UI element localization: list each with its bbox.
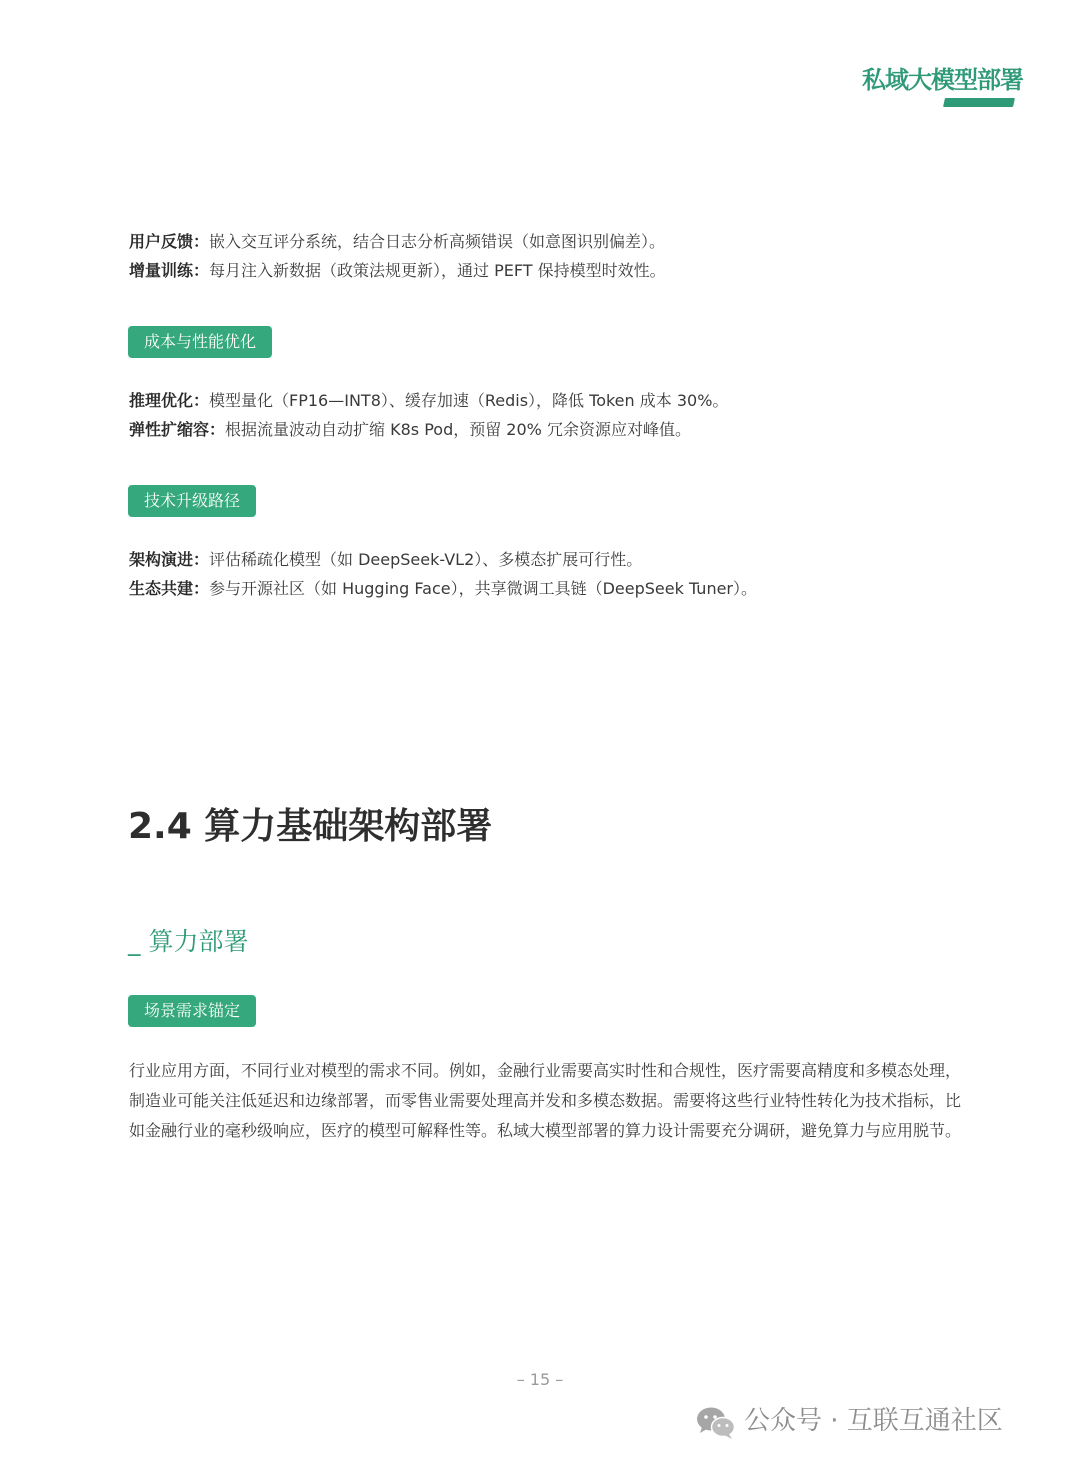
ecosystem-line bbox=[129, 578, 757, 600]
elastic-scaling-label: 弹性扩缩容： bbox=[129, 420, 226, 439]
page-number: – 15 – bbox=[516, 1370, 564, 1389]
elastic-scaling-line bbox=[129, 419, 691, 441]
section-title: 2.4 算力基础架构部署 bbox=[128, 806, 493, 847]
paragraph-line: 行业应用方面，不同行业对模型的需求不同。例如，金融行业需要高实时性和合规性，医疗需要高精度和多模态处理， bbox=[129, 1061, 962, 1080]
ecosystem-text: 参与开源社区（如 Hugging Face），共享微调工具链（DeepSeek Tuner）。 bbox=[209, 579, 758, 598]
paragraph-line: 如金融行业的毫秒级响应，医疗的模型可解释性等。私域大模型部署的算力设计需要充分调研，避免算力与应用脱节。 bbox=[129, 1121, 962, 1140]
inference-optimization-label: 推理优化： bbox=[129, 391, 210, 410]
feedback-text: 嵌入交互评分系统，结合日志分析高频错误（如意图识别偏差）。 bbox=[209, 232, 666, 251]
architecture-evolution-text: 评估稀疏化模型（如 DeepSeek-VL2）、多模态扩展可行性。 bbox=[209, 550, 643, 569]
sub-title: _ 算力部署 bbox=[128, 927, 249, 956]
tag-tech-upgrade-path: 技术升级路径 bbox=[128, 485, 256, 517]
feedback-label: 用户反馈： bbox=[129, 232, 210, 251]
inference-optimization-text: 模型量化（FP16—INT8）、缓存加速（Redis），降低 Token 成本 30%。 bbox=[209, 391, 729, 410]
incremental-training-text: 每月注入新数据（政策法规更新），通过 PEFT 保持模型时效性。 bbox=[209, 261, 666, 280]
tag-scene-demand-anchor: 场景需求锚定 bbox=[128, 995, 256, 1027]
incremental-training-label: 增量训练： bbox=[129, 261, 210, 280]
logo-title: 私域大模型部署 bbox=[862, 66, 1023, 94]
architecture-evolution-line bbox=[129, 549, 642, 571]
logo-underline-bar bbox=[943, 98, 1015, 107]
inference-optimization-line bbox=[129, 390, 728, 412]
architecture-evolution-label: 架构演进： bbox=[129, 550, 210, 569]
feedback-line bbox=[129, 231, 665, 253]
header-logo bbox=[862, 60, 1022, 112]
ecosystem-label: 生态共建： bbox=[129, 579, 210, 598]
wechat-icon bbox=[696, 1406, 736, 1440]
incremental-training-line bbox=[129, 260, 666, 282]
paragraph-line: 制造业可能关注低延迟和边缘部署，而零售业需要处理高并发和多模态数据。需要将这些行业特性转化为技术指标，比 bbox=[129, 1091, 962, 1110]
tag-cost-performance: 成本与性能优化 bbox=[128, 326, 272, 358]
elastic-scaling-text: 根据流量波动自动扩缩 K8s Pod，预留 20% 冗余资源应对峰值。 bbox=[225, 420, 691, 439]
watermark-text: 公众号 · 互联互通社区 bbox=[744, 1406, 1003, 1436]
body-paragraph bbox=[129, 1056, 985, 1146]
